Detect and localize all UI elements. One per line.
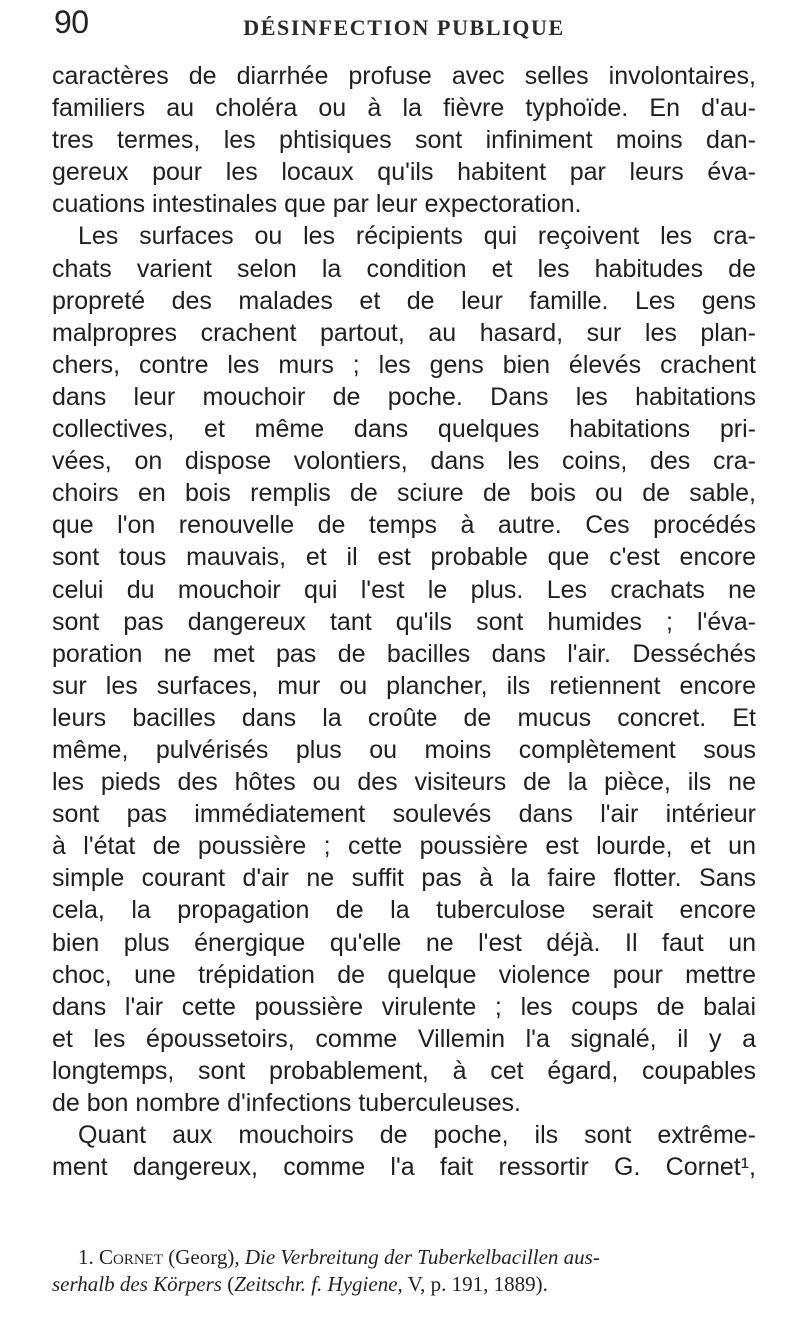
text-line: de bon nombre d'infections tuberculeuses. [52, 1089, 521, 1117]
footnote-marker: 1. [78, 1245, 94, 1269]
text-line: les pieds des hôtes ou des visiteurs de la pièce, ils ne [52, 768, 756, 797]
text-line: Les surfaces ou les récipients qui reçoivent les cra- [78, 222, 756, 251]
footnote-journal-open: ( [227, 1272, 235, 1296]
footnote-author: Cornet [99, 1245, 164, 1269]
text-line: simple courant d'air ne suffit pas à la faire flotter. Sans [52, 864, 756, 893]
running-title: DÉSINFECTION PUBLIQUE [243, 15, 565, 40]
text-line: longtemps, sont probablement, à cet égard, coupables [52, 1056, 756, 1085]
text-line: sont tous mauvais, et il est probable que c'est encore [52, 543, 756, 572]
text-line: gereux pour les locaux qu'ils habitent par leurs éva- [52, 158, 756, 187]
text-line: chats varient selon la condition et les habitudes de [52, 254, 756, 283]
text-line: vées, on dispose volontiers, dans les coins, des cra- [52, 447, 756, 476]
text-line: choc, une trépidation de quelque violence pour mettre [52, 960, 756, 989]
text-line: dans leur mouchoir de poche. Dans les habitations [52, 382, 756, 411]
text-line: cuations intestinales que par leur expectoration. [52, 190, 582, 219]
text-line: et les époussetoirs, comme Villemin l'a signalé, il y a [52, 1024, 756, 1053]
footnote [52, 1244, 756, 1298]
text-line: malpropres crachent partout, au hasard, sur les plan- [52, 318, 756, 347]
text-line: dans l'air cette poussière virulente ; les coups de balai [52, 992, 756, 1021]
text-line: choirs en bois remplis de sciure de bois ou de sable, [52, 479, 756, 508]
paragraph [52, 60, 756, 220]
body-text [52, 60, 756, 1183]
text-line: sont pas immédiatement soulevés dans l'air intérieur [52, 800, 756, 829]
text-line: Quant aux mouchoirs de poche, ils sont extrême- [78, 1121, 756, 1150]
footnote-tail: V, p. 191, 1889). [407, 1272, 548, 1296]
footnote-title-part2: serhalb des Körpers [52, 1272, 222, 1296]
text-line: chers, contre les murs ; les gens bien élevés crachent [52, 350, 756, 379]
text-line: cela, la propagation de la tuberculose serait encore [52, 896, 756, 925]
text-line: poration ne met pas de bacilles dans l'air. Desséchés [52, 639, 756, 668]
text-line: sur les surfaces, mur ou plancher, ils retiennent encore [52, 671, 756, 700]
text-line: celui du mouchoir qui l'est le plus. Les crachats ne [52, 575, 756, 604]
text-line: sont pas dangereux tant qu'ils sont humides ; l'éva- [52, 607, 756, 636]
text-line: leurs bacilles dans la croûte de mucus concret. Et [52, 703, 756, 732]
paragraph [52, 1119, 756, 1183]
page-header [52, 4, 756, 58]
paragraph [52, 220, 756, 1119]
text-line: caractères de diarrhée profuse avec selles involontaires, [52, 62, 756, 90]
text-line: familiers au choléra ou à la fièvre typhoïde. En d'au- [52, 94, 756, 123]
text-line: même, pulvérisés plus ou moins complètement sous [52, 735, 756, 764]
footnote-line [52, 1271, 756, 1298]
text-line: bien plus énergique qu'elle ne l'est déjà. Il faut un [52, 928, 756, 957]
footnote-author-rest: (Georg), [168, 1245, 240, 1269]
text-line: tres termes, les phtisiques sont infiniment moins dan- [52, 126, 756, 155]
footnote-line [52, 1244, 756, 1271]
text-line: ment dangereux, comme l'a fait ressortir G. Cornet¹, [52, 1153, 756, 1182]
footnote-title-part1: Die Verbreitung der Tuberkelbacillen aus- [244, 1245, 600, 1269]
text-line: que l'on renouvelle de temps à autre. Ces procédés [52, 511, 756, 540]
text-line: à l'état de poussière ; cette poussière est lourde, et un [52, 832, 756, 861]
text-line: propreté des malades et de leur famille. Les gens [52, 286, 756, 315]
footnote-journal: Zeitschr. f. Hygiene, [234, 1272, 403, 1296]
page-number: 90 [54, 4, 89, 40]
text-line: collectives, et même dans quelques habitations pri- [52, 415, 756, 444]
